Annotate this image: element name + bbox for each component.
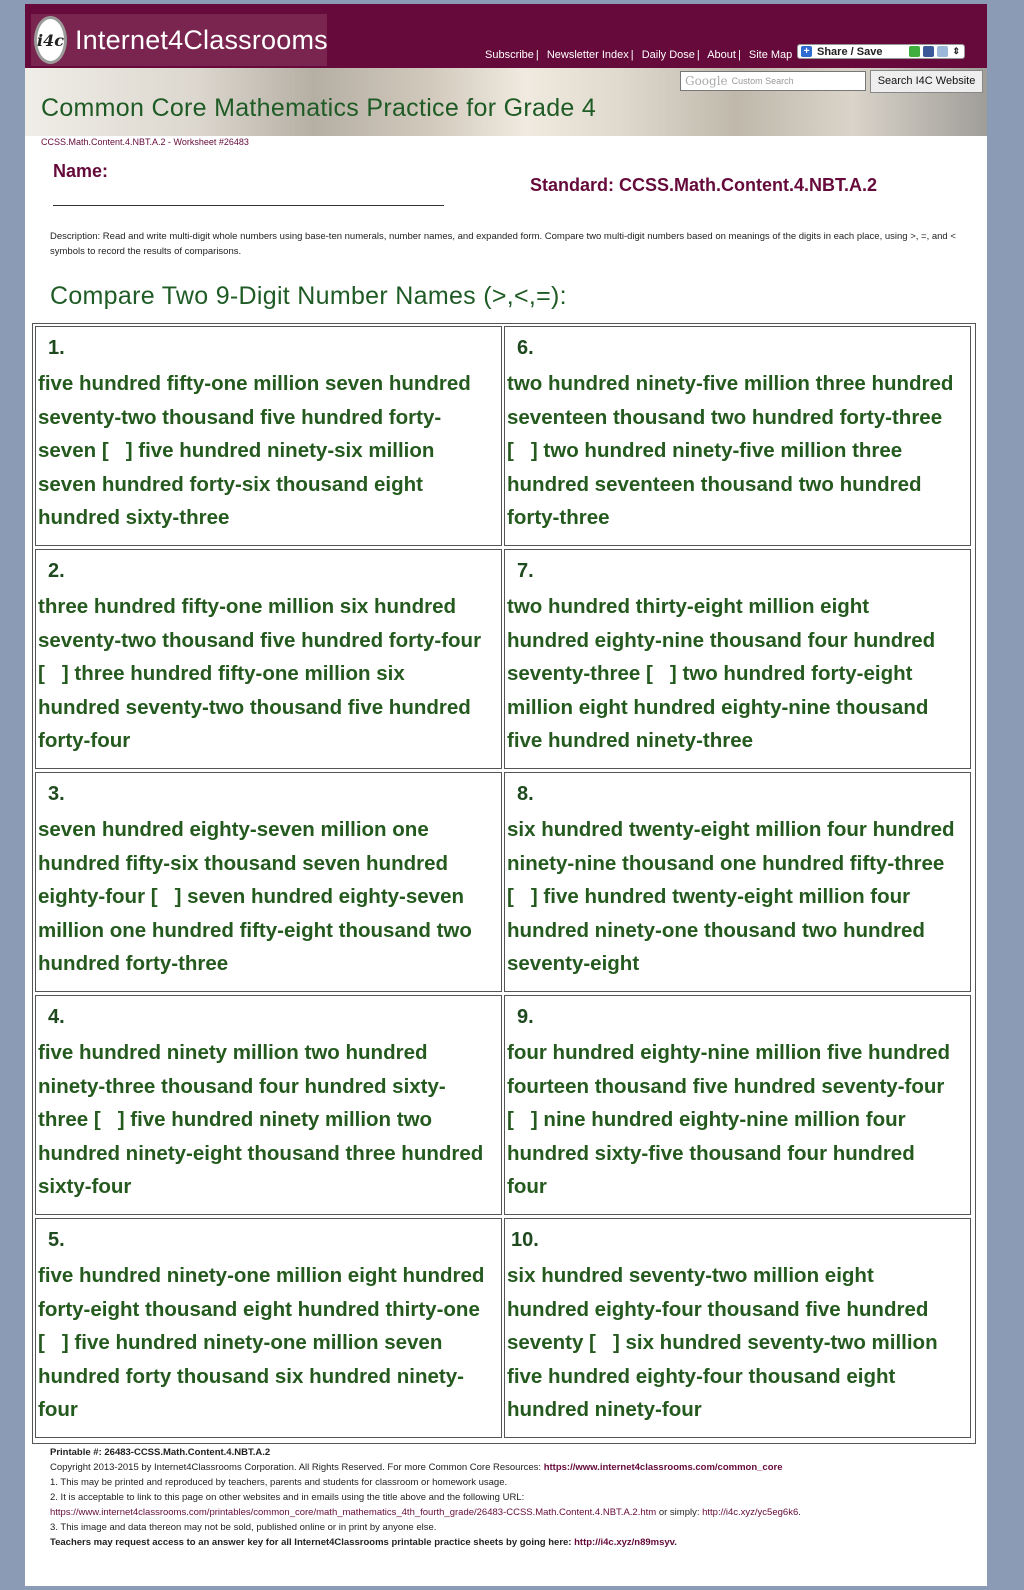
name-line [53, 205, 444, 206]
problem-line: hundred seventy-two thousand five hundred [38, 695, 471, 719]
problem-line: [ ] three hundred fifty-one million six [38, 662, 405, 685]
twitter-icon [937, 46, 948, 57]
footer [50, 1445, 980, 1550]
problem-line: [ ] two hundred ninety-five million three [507, 439, 903, 462]
problem-line: four hundred eighty-nine million five hundred [507, 1041, 951, 1064]
problem-line: seventy-three [ ] two hundred forty-eight [507, 662, 913, 685]
problem-number: 6. [517, 337, 534, 359]
problem-line: [ ] five hundred twenty-eight million four [507, 885, 911, 908]
problem-line: hundred sixty-five thousand four hundred [507, 1141, 915, 1165]
problem-cell [504, 549, 971, 769]
problem-text [38, 1036, 483, 1204]
problem-line: hundred ninety-one thousand two hundred [507, 918, 925, 942]
problem-line: hundred sixty-three [38, 506, 230, 529]
problem-cell [35, 326, 502, 546]
problem-line: [ ] nine hundred eighty-nine million four [507, 1108, 906, 1131]
problem-line: three hundred fifty-one million six hundred [38, 595, 456, 618]
problem-line: seventy-eight [507, 952, 640, 975]
problem-cell [35, 772, 502, 992]
nav-site-map-link[interactable]: Site Map [748, 49, 793, 61]
problem-line: sixty-four [38, 1175, 132, 1198]
problem-number: 2. [48, 560, 65, 582]
standard-label: Standard: CCSS.Math.Content.4.NBT.A.2 [530, 175, 878, 195]
search-button[interactable]: Search I4C Website [870, 70, 983, 93]
logo-text: Internet4Classrooms [74, 24, 328, 55]
problem-text [507, 367, 953, 535]
problem-line: two hundred ninety-five million three hundred [507, 372, 954, 395]
logo-badge-icon: i4c [34, 16, 67, 64]
search-placeholder: Custom Search [731, 76, 794, 86]
section-title: Compare Two 9-Digit Number Names (>,<,=): [50, 282, 567, 310]
nav-daily-dose-link[interactable]: Daily Dose [641, 49, 695, 61]
problem-line: five hundred fifty-one million seven hundred [38, 372, 471, 395]
problem-line: seventy-two thousand five hundred forty- [38, 405, 442, 429]
problem-line: seven [ ] five hundred ninety-six million [38, 439, 435, 462]
problem-line: five hundred ninety-one million eight hundred [38, 1264, 485, 1287]
problem-line: forty-four [38, 729, 131, 752]
nav-about-link[interactable]: About [707, 49, 736, 61]
problem-text [507, 1036, 950, 1204]
problem-line: four [38, 1398, 78, 1421]
short-url-link[interactable]: http://i4c.xyz/yc5eg6k6 [702, 1507, 799, 1518]
problem-cell [35, 549, 502, 769]
answer-key-note: Teachers may request access to an answer key for all Internet4Classrooms printable practice sheets by going here: http://i4c.xyz/n89msyv. [50, 1537, 677, 1548]
share-save-button[interactable] [797, 44, 965, 59]
problem-number: 3. [48, 783, 65, 805]
share-email-icon [909, 46, 920, 57]
share-plus-icon: + [801, 46, 812, 57]
problem-line: five hundred eighty-four thousand eight [507, 1364, 896, 1388]
problem-number: 1. [48, 337, 65, 359]
description: Description: Read and write multi-digit whole numbers using base-ten numerals, number names, and expanded form. Compare two multi-digit numbers based on meanings of the digits in each place, using >, =, and < symbols to record the results of comparisons. [50, 231, 956, 257]
problem-line: five hundred ninety-three [507, 729, 754, 752]
worksheet-reference: CCSS.Math.Content.4.NBT.A.2 - Worksheet #26483 [41, 137, 249, 147]
problem-line: hundred ninety-four [507, 1398, 702, 1421]
problem-line: forty-eight thousand eight hundred thirty-one [38, 1297, 480, 1321]
nav-newsletter-index-link[interactable]: Newsletter Index [546, 49, 629, 61]
facebook-icon [923, 46, 934, 57]
share-dropdown-icon: ⇕ [952, 46, 960, 56]
problem-cell [35, 995, 502, 1215]
problem-line: hundred seventeen thousand two hundred [507, 472, 922, 496]
problem-line: million eight hundred eighty-nine thousand [507, 695, 929, 719]
site-logo[interactable] [31, 14, 327, 66]
problem-line: hundred forty thousand six hundred ninety- [38, 1364, 464, 1388]
site-header [25, 4, 987, 68]
problem-text [507, 813, 955, 981]
problem-line: five hundred ninety million two hundred [38, 1041, 428, 1064]
common-core-link[interactable]: https://www.internet4classrooms.com/common_core [543, 1462, 783, 1473]
problem-cell [504, 326, 971, 546]
worksheet-page [25, 4, 987, 1586]
problem-line: two hundred thirty-eight million eight [507, 595, 870, 618]
problem-line: six hundred seventy-two million eight [507, 1264, 874, 1287]
problem-line: seven hundred forty-six thousand eight [38, 472, 423, 496]
copyright: Copyright 2013-2015 by Internet4Classrooms Corporation. All Rights Reserved. For more Common Core Resources: https://www.internet4classrooms.com/common_core [50, 1462, 783, 1473]
problem-number: 9. [517, 1006, 534, 1028]
google-logo: Google [685, 74, 728, 88]
problem-line: [ ] five hundred ninety-one million seven [38, 1331, 443, 1354]
search-input[interactable] [680, 71, 866, 91]
name-label: Name: [53, 161, 109, 181]
problem-text [507, 590, 935, 758]
problem-text [38, 590, 481, 758]
printable-number: Printable #: 26483-CCSS.Math.Content.4.NBT.A.2 [50, 1447, 271, 1458]
problem-cell [504, 1218, 971, 1438]
problem-number: 10. [511, 1229, 539, 1251]
share-label: Share / Save [817, 45, 883, 58]
problem-line: hundred forty-three [38, 952, 229, 975]
answer-key-link[interactable]: http://i4c.xyz/n89msyv [574, 1537, 675, 1548]
problem-line: forty-three [507, 506, 610, 529]
problem-cell [504, 772, 971, 992]
problem-number: 8. [517, 783, 534, 805]
problem-line: four [507, 1175, 547, 1198]
top-nav: Subscribe | Newsletter Index | Daily Dose | About | Site Map [485, 49, 793, 61]
problem-number: 4. [48, 1006, 65, 1028]
problem-line: ninety-three thousand four hundred sixty- [38, 1074, 446, 1098]
problem-line: eighty-four [ ] seven hundred eighty-seven [38, 885, 465, 908]
note-2-urls: https://www.internet4classrooms.com/printables/common_core/math_mathematics_4th_fourth_grade/26483-CCSS.Math.Content.4.NBT.A.2.htm or simply: http://i4c.xyz/yc5eg6k6. [50, 1507, 801, 1518]
problem-line: hundred fifty-six thousand seven hundred [38, 851, 449, 875]
problem-text [38, 1259, 484, 1427]
problem-table [32, 323, 976, 1444]
problem-cell [35, 1218, 502, 1438]
note-3: 3. This image and data thereon may not be sold, published online or in print by anyone else. [50, 1522, 437, 1533]
problem-line: seven hundred eighty-seven million one [38, 818, 429, 841]
problem-line: seventy [ ] six hundred seventy-two million [507, 1331, 938, 1354]
problem-line: hundred ninety-eight thousand three hundred [38, 1141, 484, 1165]
problem-text [507, 1259, 938, 1427]
problem-line: three [ ] five hundred ninety million two [38, 1108, 433, 1131]
problem-line: ninety-nine thousand one hundred fifty-three [507, 851, 945, 875]
problem-number: 7. [517, 560, 534, 582]
problem-number: 5. [48, 1229, 65, 1251]
worksheet-url-link[interactable]: https://www.internet4classrooms.com/printables/common_core/math_mathematics_4th_fourth_grade/26483-CCSS.Math.Content.4.NBT.A.2.htm [50, 1507, 657, 1518]
note-1: 1. This may be printed and reproduced by teachers, parents and students for classroom or homework usage. [50, 1477, 508, 1488]
problem-line: fourteen thousand five hundred seventy-four [507, 1074, 945, 1098]
problem-text [38, 367, 471, 535]
banner [25, 68, 987, 136]
problem-line: six hundred twenty-eight million four hundred [507, 818, 955, 841]
nav-subscribe-link[interactable]: Subscribe [485, 49, 534, 61]
problem-line: seventy-two thousand five hundred forty-four [38, 628, 482, 652]
problem-text [38, 813, 472, 981]
page-title: Common Core Mathematics Practice for Grade 4 [41, 94, 597, 122]
problem-cell [504, 995, 971, 1215]
problem-line: hundred eighty-four thousand five hundred [507, 1297, 929, 1321]
problem-line: million one hundred fifty-eight thousand two [38, 918, 472, 942]
note-2: 2. It is acceptable to link to this page on other websites and in emails using the title above and the following URL: [50, 1492, 525, 1503]
problem-line: seventeen thousand two hundred forty-three [507, 405, 943, 429]
problem-line: hundred eighty-nine thousand four hundred [507, 628, 936, 652]
